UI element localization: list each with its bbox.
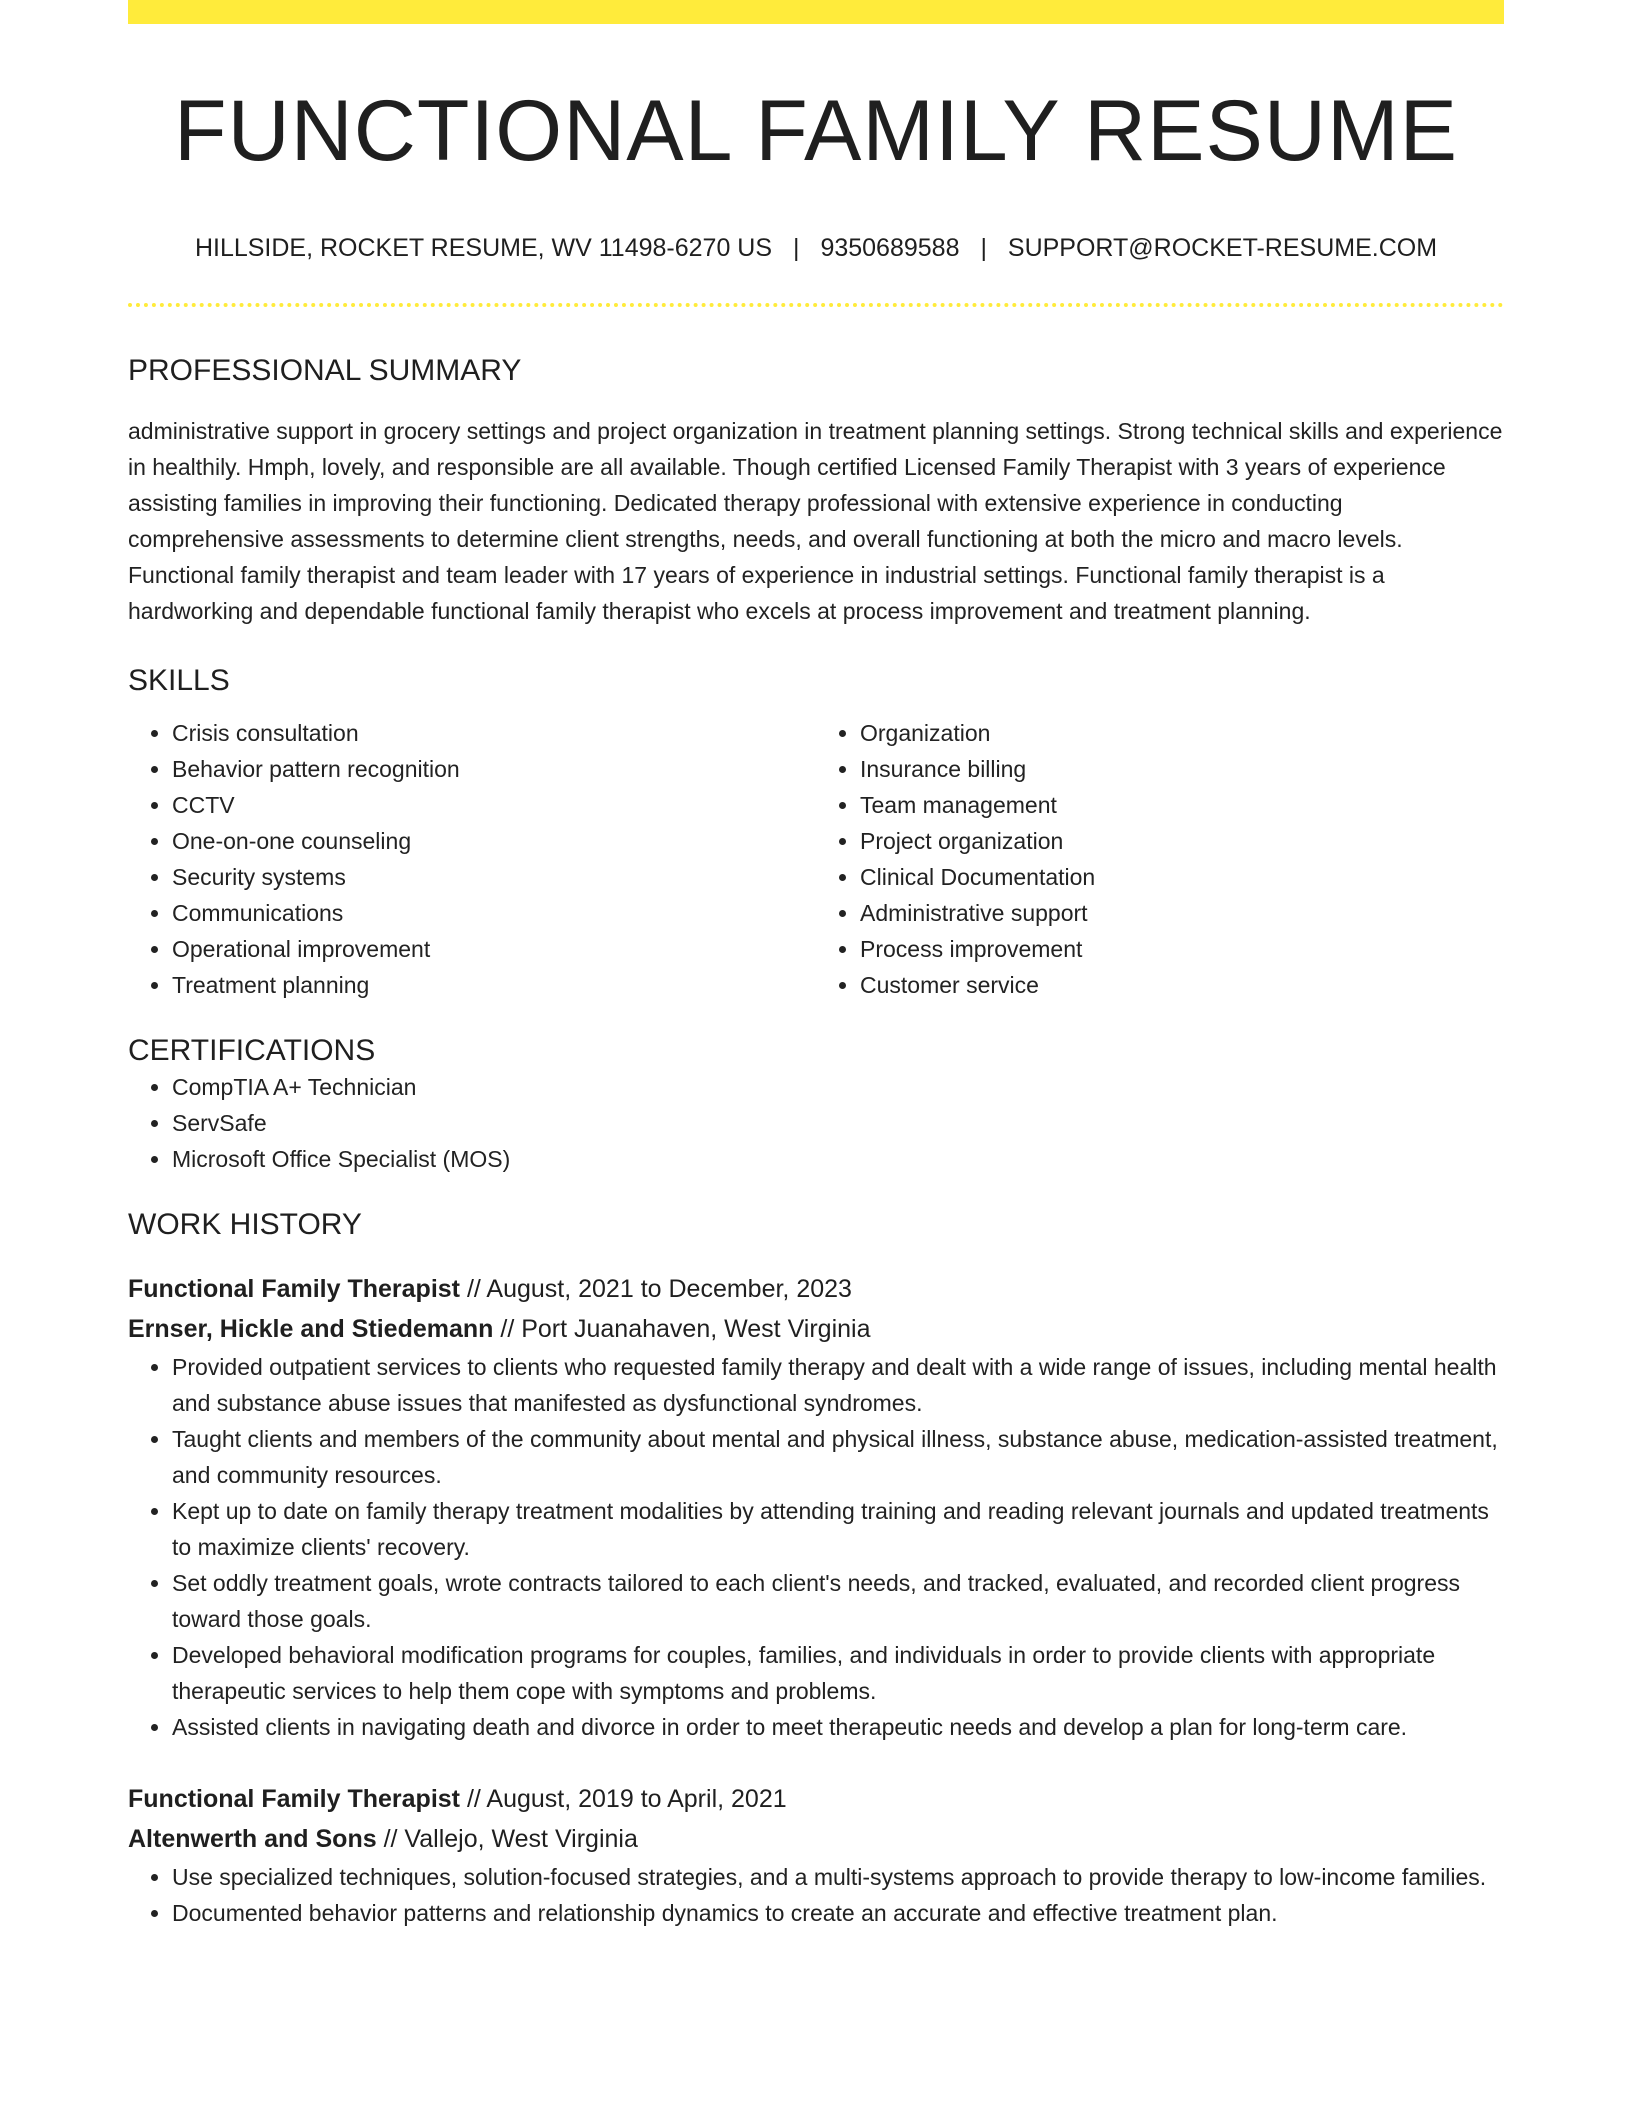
- skill-item: • Communications: [172, 895, 816, 931]
- job-company: Altenwerth and Sons: [128, 1825, 377, 1854]
- work-history-heading: WORK HISTORY: [128, 1208, 362, 1242]
- skill-item: • Crisis consultation: [172, 715, 816, 751]
- resume-title: FUNCTIONAL FAMILY RESUME: [174, 83, 1458, 179]
- job-role: Functional Family Therapist: [128, 1785, 460, 1814]
- top-accent-bar: [128, 0, 1504, 24]
- certification-item: • CompTIA A+ Technician: [172, 1069, 1504, 1105]
- summary-heading: PROFESSIONAL SUMMARY: [128, 354, 522, 388]
- job-company-line: [128, 1309, 1504, 1349]
- dotted-divider: [128, 303, 1504, 307]
- skill-item: • Project organization: [860, 823, 1504, 859]
- skill-item: • Security systems: [172, 859, 816, 895]
- skill-item: • Insurance billing: [860, 751, 1504, 787]
- skills-list-left: [128, 715, 816, 1003]
- job-bullet-list: [128, 1349, 1504, 1745]
- job-title-line: [128, 1269, 1504, 1309]
- skill-item: • Customer service: [860, 967, 1504, 1003]
- job-dates: // August, 2019 to April, 2021: [460, 1785, 787, 1814]
- job-bullet-list: [128, 1859, 1504, 1931]
- contact-separator: |: [792, 234, 800, 263]
- job-entry: [128, 1779, 1504, 1931]
- contact-phone: 9350689588: [820, 234, 960, 263]
- skill-item: • Operational improvement: [172, 931, 816, 967]
- skill-item: • Administrative support: [860, 895, 1504, 931]
- job-bullet: • Assisted clients in navigating death and divorce in order to meet therapeutic needs and develop a plan for long-term care.: [172, 1709, 1504, 1745]
- certifications-list: [128, 1069, 1504, 1177]
- skill-item: • Behavior pattern recognition: [172, 751, 816, 787]
- skills-columns: [128, 715, 1504, 1003]
- skills-heading: SKILLS: [128, 664, 230, 698]
- skill-item: • Team management: [860, 787, 1504, 823]
- job-company: Ernser, Hickle and Stiedemann: [128, 1315, 494, 1344]
- job-location: // Port Juanahaven, West Virginia: [493, 1315, 871, 1344]
- skill-item: • Treatment planning: [172, 967, 816, 1003]
- job-title-line: [128, 1779, 1504, 1819]
- job-bullet: • Taught clients and members of the community about mental and physical illness, substance abuse, medication-assisted treatment, and community resources.: [172, 1421, 1504, 1493]
- job-bullet: • Use specialized techniques, solution-focused strategies, and a multi-systems approach to provide therapy to low-income families.: [172, 1859, 1504, 1895]
- job-company-line: [128, 1819, 1504, 1859]
- job-bullet: • Provided outpatient services to clients who requested family therapy and dealt with a wide range of issues, including mental health and substance abuse issues that manifested as dysfunctional syndromes.: [172, 1349, 1504, 1421]
- summary-text: administrative support in grocery settings and project organization in treatment planning settings. Strong technical skills and experience in healthily. Hmph, lovely, and responsible are all available. Though certified Licensed Family Therapist with 3 years of experience assisting families in improving their functioning. Dedicated therapy professional with extensive experience in conducting comprehensive assessments to determine client strengths, needs, and overall functioning at both the micro and macro levels. Functional family therapist and team leader with 17 years of experience in industrial settings. Functional family therapist is a hardworking and dependable functional family therapist who excels at process improvement and treatment planning.: [128, 418, 1503, 625]
- job-location: // Vallejo, West Virginia: [376, 1825, 638, 1854]
- skills-list-right: [816, 715, 1504, 1003]
- contact-address: HILLSIDE, ROCKET RESUME, WV 11498-6270 US: [194, 234, 773, 263]
- contact-line: [128, 233, 1504, 263]
- certification-item: • Microsoft Office Specialist (MOS): [172, 1141, 1504, 1177]
- job-dates: // August, 2021 to December, 2023: [460, 1275, 852, 1304]
- certification-item: • ServSafe: [172, 1105, 1504, 1141]
- contact-email: SUPPORT@ROCKET-RESUME.COM: [1007, 234, 1438, 263]
- skill-item: • One-on-one counseling: [172, 823, 816, 859]
- skill-item: • Clinical Documentation: [860, 859, 1504, 895]
- resume-page: [128, 0, 1504, 2112]
- contact-separator: |: [980, 234, 987, 263]
- job-bullet: • Developed behavioral modification programs for couples, families, and individuals in order to provide clients with appropriate therapeutic services to help them cope with symptoms and problems.: [172, 1637, 1504, 1709]
- skill-item: • CCTV: [172, 787, 816, 823]
- job-bullet: • Kept up to date on family therapy treatment modalities by attending training and reading relevant journals and updated treatments to maximize clients' recovery.: [172, 1493, 1504, 1565]
- job-role: Functional Family Therapist: [128, 1275, 460, 1304]
- skill-item: • Process improvement: [860, 931, 1504, 967]
- job-bullet: • Documented behavior patterns and relationship dynamics to create an accurate and effective treatment plan.: [172, 1895, 1504, 1931]
- skill-item: • Organization: [860, 715, 1504, 751]
- work-history-list: [128, 1269, 1504, 1931]
- job-bullet: • Set oddly treatment goals, wrote contracts tailored to each client's needs, and tracked, evaluated, and recorded client progress toward those goals.: [172, 1565, 1504, 1637]
- job-entry: [128, 1269, 1504, 1745]
- certifications-heading: CERTIFICATIONS: [128, 1034, 376, 1068]
